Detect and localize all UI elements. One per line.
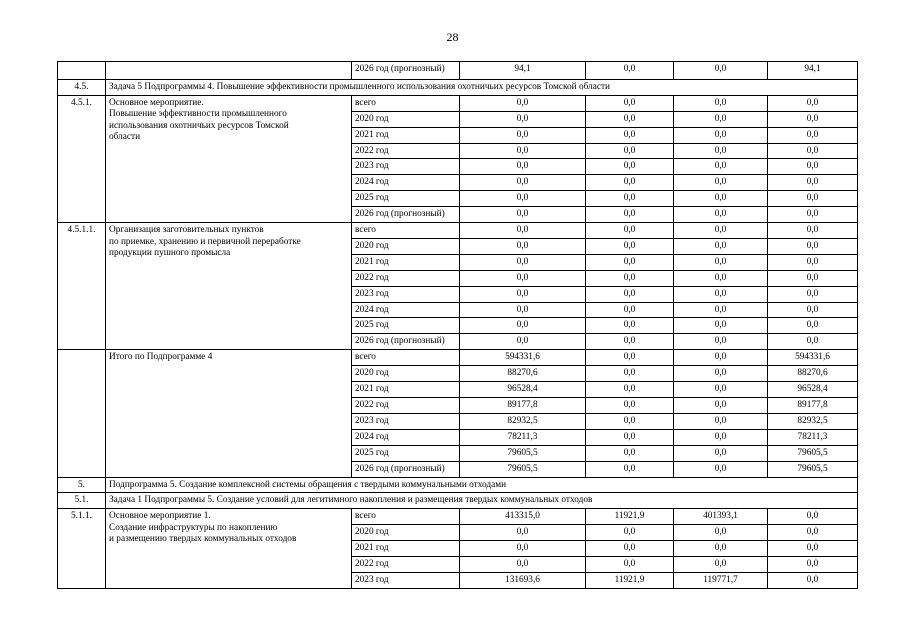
value-cell: 88270,6	[460, 366, 586, 382]
year-cell: 2024 год	[352, 302, 460, 318]
value-cell: 0,0	[586, 111, 674, 127]
value-cell: 0,0	[586, 302, 674, 318]
value-cell: 401393,1	[674, 509, 768, 525]
value-cell: 0,0	[586, 318, 674, 334]
value-cell: 0,0	[768, 159, 858, 175]
value-cell: 0,0	[460, 191, 586, 207]
year-cell: 2021 год	[352, 541, 460, 557]
value-cell: 0,0	[586, 429, 674, 445]
value-cell: 0,0	[674, 525, 768, 541]
value-cell: 0,0	[674, 143, 768, 159]
value-cell: 0,0	[586, 366, 674, 382]
value-cell: 0,0	[460, 143, 586, 159]
code-cell	[58, 62, 106, 80]
value-cell: 0,0	[586, 461, 674, 477]
value-cell: 0,0	[674, 270, 768, 286]
value-cell: 0,0	[460, 175, 586, 191]
year-cell: 2023 год	[352, 413, 460, 429]
year-cell: 2026 год (прогнозный)	[352, 207, 460, 223]
value-cell: 0,0	[674, 413, 768, 429]
item-name	[106, 95, 352, 222]
table-row	[58, 509, 858, 525]
section-code: 4.5.	[58, 79, 106, 95]
section-code: 5.1.	[58, 493, 106, 509]
year-cell: 2023 год	[352, 286, 460, 302]
value-cell: 0,0	[674, 350, 768, 366]
value-cell: 0,0	[460, 318, 586, 334]
year-cell: 2021 год	[352, 254, 460, 270]
value-cell: 0,0	[460, 207, 586, 223]
value-cell: 0,0	[586, 525, 674, 541]
value-cell: 0,0	[586, 175, 674, 191]
budget-table	[57, 61, 858, 589]
value-cell: 96528,4	[460, 382, 586, 398]
table-row	[58, 95, 858, 111]
value-cell: 0,0	[460, 525, 586, 541]
page-number: 28	[446, 30, 459, 44]
value-cell: 0,0	[768, 509, 858, 525]
value-cell: 89177,8	[768, 398, 858, 414]
year-cell: всего	[352, 350, 460, 366]
value-cell: 0,0	[460, 557, 586, 573]
year-cell: 2020 год	[352, 238, 460, 254]
year-cell: 2020 год	[352, 366, 460, 382]
value-cell: 0,0	[768, 175, 858, 191]
value-cell: 0,0	[586, 95, 674, 111]
section-title: Задача 1 Подпрограммы 5. Создание условий для легитимного накопления и размещения твердых коммунальных отходов	[106, 493, 858, 509]
year-cell: 2022 год	[352, 557, 460, 573]
value-cell: 11921,9	[586, 572, 674, 588]
value-cell: 0,0	[674, 318, 768, 334]
value-cell: 0,0	[586, 398, 674, 414]
value-cell: 79605,5	[460, 461, 586, 477]
value-cell: 0,0	[768, 302, 858, 318]
year-cell: 2023 год	[352, 159, 460, 175]
section-title: Задача 5 Подпрограммы 4. Повышение эффективности промышленного использования охотничьих ресурсов Томской области	[106, 79, 858, 95]
value-cell: 88270,6	[768, 366, 858, 382]
table-row	[58, 223, 858, 239]
value-cell: 0,0	[460, 270, 586, 286]
year-cell: 2023 год	[352, 572, 460, 588]
value-cell: 96528,4	[768, 382, 858, 398]
year-cell: 2026 год (прогнозный)	[352, 62, 460, 80]
value-cell: 0,0	[674, 334, 768, 350]
value-cell: 0,0	[768, 286, 858, 302]
value-cell: 82932,5	[460, 413, 586, 429]
value-cell: 0,0	[674, 191, 768, 207]
year-cell: 2021 год	[352, 127, 460, 143]
value-cell: 0,0	[460, 286, 586, 302]
year-cell: 2026 год (прогнозный)	[352, 334, 460, 350]
value-cell: 0,0	[586, 127, 674, 143]
value-cell: 0,0	[674, 254, 768, 270]
value-cell: 0,0	[768, 572, 858, 588]
value-cell: 0,0	[586, 445, 674, 461]
value-cell: 79605,5	[768, 461, 858, 477]
section-title: Подпрограмма 5. Создание комплексной системы обращения с твердыми коммунальными отходами	[106, 477, 858, 493]
value-cell: 0,0	[768, 254, 858, 270]
value-cell: 594331,6	[460, 350, 586, 366]
section-header-row	[58, 79, 858, 95]
value-cell: 0,0	[586, 286, 674, 302]
value-cell: 0,0	[768, 334, 858, 350]
item-name-line: Создание инфраструктуры по накоплению	[109, 522, 278, 533]
value-cell: 11921,9	[586, 509, 674, 525]
value-cell: 0,0	[586, 62, 674, 80]
item-name-line: Итого по Подпрограмме 4	[109, 352, 213, 363]
value-cell: 0,0	[586, 413, 674, 429]
item-name	[106, 223, 352, 350]
year-cell: 2021 год	[352, 382, 460, 398]
value-cell: 413315,0	[460, 509, 586, 525]
section-header-row	[58, 493, 858, 509]
value-cell: 0,0	[674, 95, 768, 111]
value-cell: 0,0	[768, 191, 858, 207]
value-cell: 0,0	[768, 223, 858, 239]
value-cell: 0,0	[674, 286, 768, 302]
value-cell: 94,1	[460, 62, 586, 80]
value-cell: 0,0	[586, 334, 674, 350]
item-name-line: области	[109, 132, 141, 143]
year-cell: 2025 год	[352, 445, 460, 461]
value-cell: 0,0	[586, 541, 674, 557]
year-cell: 2022 год	[352, 270, 460, 286]
value-cell: 0,0	[674, 127, 768, 143]
section-header-row	[58, 477, 858, 493]
value-cell: 0,0	[674, 541, 768, 557]
value-cell: 0,0	[674, 159, 768, 175]
value-cell: 0,0	[460, 238, 586, 254]
year-cell: всего	[352, 509, 460, 525]
value-cell: 89177,8	[460, 398, 586, 414]
name-cell	[106, 62, 352, 80]
value-cell: 0,0	[460, 541, 586, 557]
item-name-line: Организация заготовительных пунктов	[109, 225, 264, 236]
value-cell: 0,0	[586, 557, 674, 573]
year-cell: всего	[352, 95, 460, 111]
year-cell: 2022 год	[352, 143, 460, 159]
value-cell: 0,0	[460, 302, 586, 318]
value-cell: 78211,3	[768, 429, 858, 445]
value-cell: 0,0	[586, 191, 674, 207]
value-cell: 79605,5	[460, 445, 586, 461]
value-cell: 0,0	[768, 127, 858, 143]
value-cell: 0,0	[460, 127, 586, 143]
value-cell: 0,0	[674, 382, 768, 398]
value-cell: 0,0	[674, 62, 768, 80]
item-name	[106, 350, 352, 477]
value-cell: 0,0	[586, 350, 674, 366]
year-cell: всего	[352, 223, 460, 239]
year-cell: 2022 год	[352, 398, 460, 414]
item-name-line: и размещению твердых коммунальных отходов	[109, 534, 297, 545]
value-cell: 0,0	[460, 159, 586, 175]
value-cell: 0,0	[460, 254, 586, 270]
value-cell: 0,0	[586, 382, 674, 398]
value-cell: 119771,7	[674, 572, 768, 588]
value-cell: 0,0	[674, 111, 768, 127]
value-cell: 0,0	[586, 238, 674, 254]
value-cell: 0,0	[674, 557, 768, 573]
value-cell: 0,0	[674, 302, 768, 318]
value-cell: 131693,6	[460, 572, 586, 588]
value-cell: 0,0	[674, 429, 768, 445]
item-name-line: Повышение эффективности промышленного	[109, 109, 287, 120]
value-cell: 0,0	[460, 95, 586, 111]
value-cell: 79605,5	[768, 445, 858, 461]
section-code: 5.	[58, 477, 106, 493]
value-cell: 0,0	[768, 143, 858, 159]
year-cell: 2026 год (прогнозный)	[352, 461, 460, 477]
year-cell: 2025 год	[352, 191, 460, 207]
value-cell: 0,0	[674, 445, 768, 461]
value-cell: 0,0	[768, 238, 858, 254]
value-cell: 0,0	[768, 525, 858, 541]
value-cell: 0,0	[768, 318, 858, 334]
value-cell: 0,0	[586, 207, 674, 223]
value-cell: 0,0	[460, 111, 586, 127]
year-cell: 2024 год	[352, 429, 460, 445]
value-cell: 94,1	[768, 62, 858, 80]
item-code: 4.5.1.	[58, 95, 106, 222]
value-cell: 0,0	[768, 541, 858, 557]
value-cell: 594331,6	[768, 350, 858, 366]
value-cell: 0,0	[460, 334, 586, 350]
year-cell: 2020 год	[352, 525, 460, 541]
value-cell: 0,0	[586, 254, 674, 270]
table-row	[58, 62, 858, 80]
value-cell: 0,0	[768, 111, 858, 127]
value-cell: 0,0	[768, 557, 858, 573]
item-name-line: продукции пушного промысла	[109, 248, 231, 259]
year-cell: 2020 год	[352, 111, 460, 127]
value-cell: 0,0	[674, 175, 768, 191]
value-cell: 0,0	[674, 398, 768, 414]
value-cell: 0,0	[768, 95, 858, 111]
value-cell: 0,0	[460, 223, 586, 239]
value-cell: 0,0	[674, 238, 768, 254]
table-row	[58, 350, 858, 366]
item-code: 5.1.1.	[58, 509, 106, 589]
item-code: 4.5.1.1.	[58, 223, 106, 350]
value-cell: 0,0	[674, 366, 768, 382]
year-cell: 2025 год	[352, 318, 460, 334]
year-cell: 2024 год	[352, 175, 460, 191]
item-name-line: Основное мероприятие 1.	[109, 511, 211, 522]
value-cell: 0,0	[674, 223, 768, 239]
item-code	[58, 350, 106, 477]
value-cell: 0,0	[768, 207, 858, 223]
value-cell: 82932,5	[768, 413, 858, 429]
value-cell: 0,0	[768, 270, 858, 286]
item-name-line: Основное мероприятие.	[109, 97, 204, 108]
value-cell: 0,0	[674, 207, 768, 223]
item-name-line: по приемке, хранению и первичной переработке	[109, 236, 301, 247]
item-name-line: использования охотничьих ресурсов Томской	[109, 120, 289, 131]
value-cell: 0,0	[586, 143, 674, 159]
item-name	[106, 509, 352, 589]
value-cell: 0,0	[586, 223, 674, 239]
value-cell: 0,0	[586, 159, 674, 175]
value-cell: 0,0	[586, 270, 674, 286]
value-cell: 78211,3	[460, 429, 586, 445]
value-cell: 0,0	[674, 461, 768, 477]
